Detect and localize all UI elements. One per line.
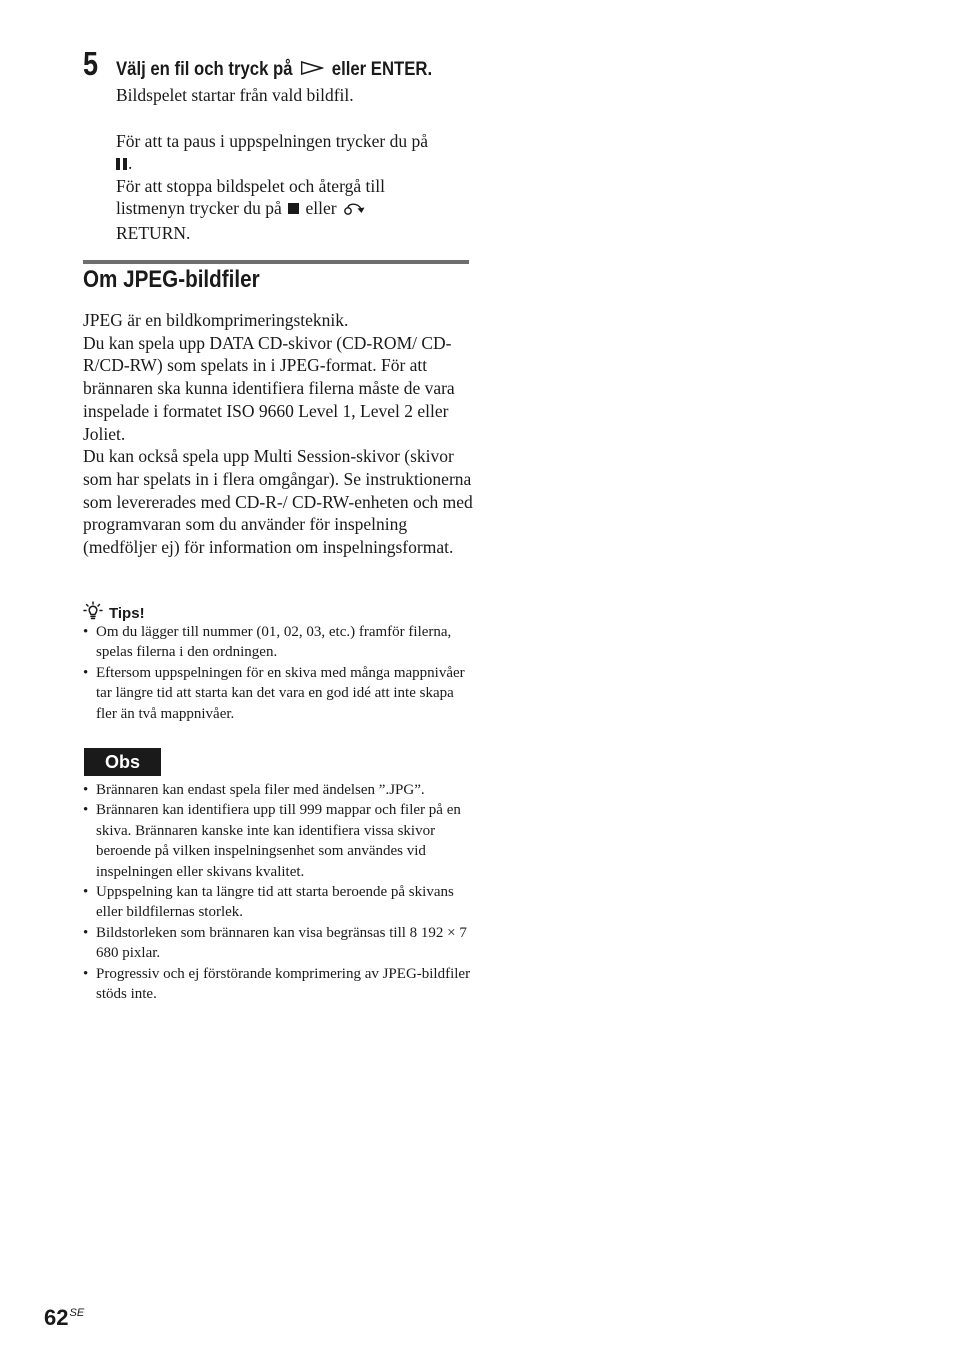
return-icon [343, 199, 367, 222]
list-item: • Brännaren kan identifiera upp till 999 mappar och filer på en skiva. Brännaren kanske inte kan identifiera vissa skivor beroende på vilken inspelningsenhet som användes vid inspelningen eller skivans kvalitet. [83, 800, 473, 882]
obs-list [83, 780, 473, 1004]
list-item: • Eftersom uppspelningen för en skiva med många mappnivåer tar längre tid att starta kan det vara en god idé att inte skapa fler än två mappnivåer. [83, 663, 473, 724]
page-suffix: SE [69, 1307, 85, 1319]
section-body [83, 309, 473, 559]
step-heading-post: eller ENTER. [331, 59, 433, 81]
section-paragraph: Du kan också spela upp Multi Session-skivor (skivor som har spelats in i flera omgångar). Se instruktionerna som levererades med CD-R-/ CD-RW-enheten och med programvaran som du använder för inspelning (medföljer ej) för information om inspelningsformat. [83, 446, 473, 558]
section-paragraph: Du kan spela upp DATA CD-skivor (CD-ROM/ CD-R/CD-RW) som spelats in i JPEG-format. För att brännaren ska kunna identifiera filerna måste de vara inspelade i formatet ISO 9660 Level 1, Level 2 eller Joliet. [83, 332, 455, 444]
tips-list [83, 622, 473, 724]
pause-icon [116, 158, 128, 170]
obs-badge: Obs [84, 748, 161, 776]
step-heading-pre: Välj en fil och tryck på [116, 59, 293, 81]
list-item: • Brännaren kan endast spela filer med ändelsen ”.JPG”. [83, 780, 473, 800]
page-number: $62^{SE}$ [44, 1305, 85, 1330]
step-number: 5 [83, 45, 99, 82]
list-item: • Progressiv och ej förstörande komprimering av JPEG-bildfiler stöds inte. [83, 964, 473, 1005]
list-item: • Uppspelning kan ta längre tid att starta beroende på skivans eller bildfilernas storlek. [83, 882, 473, 923]
list-item: • Bildstorleken som brännaren kan visa begränsas till 8 192 × 7 680 pixlar. [83, 923, 473, 964]
pause-instruction: För att ta paus i uppspelningen trycker du på . [116, 130, 429, 174]
play-icon [301, 57, 324, 83]
stop-instruction: För att stoppa bildspelet och återgå till listmenyn trycker du på eller RETURN. [116, 175, 385, 243]
list-item: • Om du lägger till nummer (01, 02, 03, etc.) framför filerna, spelas filerna i den ordningen. [83, 622, 473, 663]
section-title: Om JPEG-bildfiler [83, 266, 260, 293]
stop-icon [288, 203, 299, 214]
step-body [116, 84, 468, 245]
section-paragraph: JPEG är en bildkomprimeringsteknik. [83, 310, 349, 330]
step-heading [116, 57, 432, 83]
step-line-1: Bildspelet startar från vald bildfil. [116, 85, 354, 105]
tips-label: Tips! [109, 605, 145, 622]
